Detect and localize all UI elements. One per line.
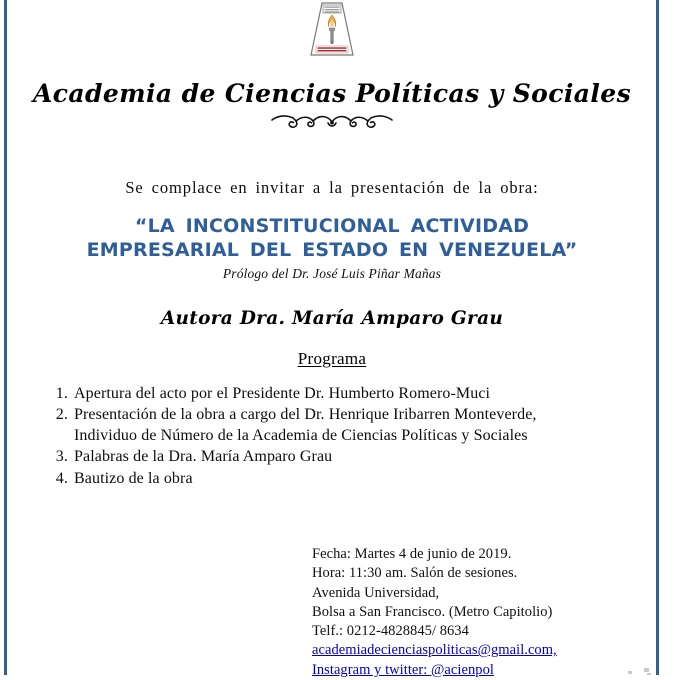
page-border-right <box>656 0 659 675</box>
social-link[interactable]: Instagram y twitter: @acienpol <box>312 661 494 678</box>
page-border-left <box>4 0 7 675</box>
book-title: “LA INCONSTITUCIONAL ACTIVIDAD EMPRESARIAL DEL ESTADO EN VENEZUELA” <box>86 215 578 262</box>
scan-artifact <box>628 671 632 674</box>
program-item-continuation: Individuo de Número de la Academia de Ciencias Políticas y Sociales <box>74 427 528 445</box>
program-item-text: Presentación de la obra a cargo del Dr. Henrique Iribarren Monteverde, <box>74 405 537 423</box>
invitation-line: Se complace en invitar a la presentación de la obra: <box>125 178 539 197</box>
program-item <box>74 468 656 489</box>
program-item <box>74 404 656 447</box>
program-list <box>8 383 656 489</box>
program-item <box>74 383 656 404</box>
program-item-text: Bautizo de la obra <box>74 469 193 487</box>
program-item <box>74 446 656 467</box>
program-item-text: Palabras de la Dra. María Amparo Grau <box>74 448 333 466</box>
event-time: Hora: 11:30 am. Salón de sesiones. <box>312 565 518 582</box>
event-date: Fecha: Martes 4 de junio de 2019. <box>312 546 512 562</box>
scan-artifact <box>644 668 649 672</box>
event-phone: Telf.: 0212-4828845/ 8634 <box>312 623 469 640</box>
email-link[interactable]: academiadecienciaspoliticas@gmail.com, <box>312 642 557 659</box>
event-address-line-2: Bolsa a San Francisco. (Metro Capitolio) <box>312 603 553 620</box>
program-heading <box>8 349 656 369</box>
academy-logo-icon <box>306 1 358 57</box>
book-author: Autora Dra. María Amparo Grau <box>160 307 504 329</box>
event-details <box>312 545 642 680</box>
program-heading-label: Programa <box>297 348 367 368</box>
ornamental-divider-icon <box>8 110 656 136</box>
event-address-line-1: Avenida Universidad, <box>312 584 440 601</box>
program-item-text: Apertura del acto por el Presidente Dr. Humberto Romero-Muci <box>74 384 491 402</box>
book-prologue: Prólogo del Dr. José Luis Piñar Mañas <box>222 265 442 281</box>
academy-name: Academia de Ciencias Políticas y Sociales <box>32 79 632 108</box>
logo-container <box>8 0 656 61</box>
